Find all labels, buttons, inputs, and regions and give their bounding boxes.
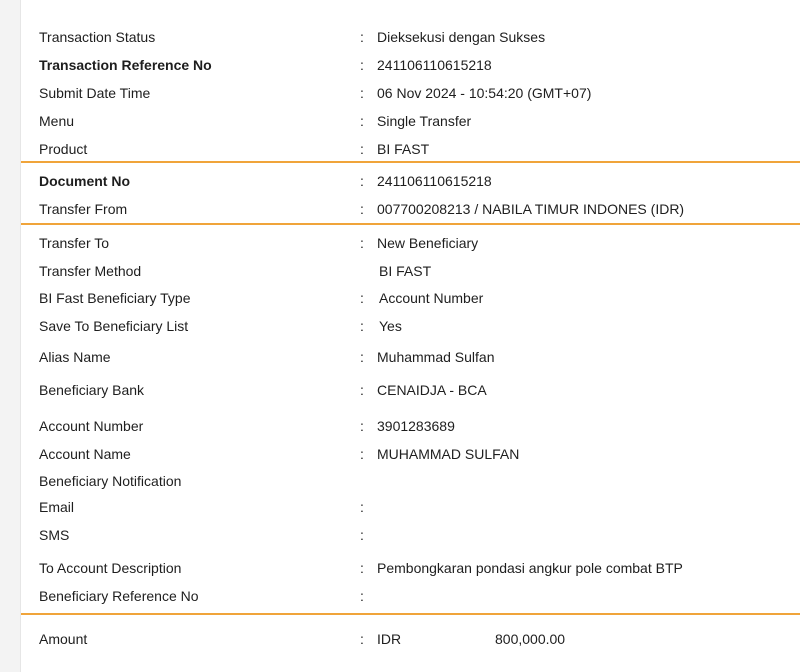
- alias-name-label: Alias Name: [39, 349, 111, 365]
- beneficiary-bank-value: CENAIDJA - BCA: [377, 382, 487, 398]
- colon-separator: :: [360, 318, 364, 334]
- account-name-label: Account Name: [39, 446, 131, 462]
- transfer-to-label: Transfer To: [39, 235, 110, 251]
- save-to-beneficiary-list-value: Yes: [379, 318, 402, 334]
- colon-separator: :: [360, 201, 364, 217]
- email-label: Email: [39, 499, 75, 515]
- colon-separator: :: [360, 499, 364, 515]
- colon-separator: :: [360, 113, 364, 129]
- beneficiary-bank-label: Beneficiary Bank: [39, 382, 145, 398]
- document-no-value: 241106110615218: [377, 173, 492, 189]
- section-divider: [21, 161, 800, 163]
- amount-value: 800,000.00: [495, 631, 566, 647]
- document-no-label: Document No: [39, 173, 130, 189]
- section-divider: [21, 613, 800, 615]
- colon-separator: :: [360, 290, 364, 306]
- submit-date-time-label: Submit Date Time: [39, 85, 151, 101]
- colon-separator: :: [360, 418, 364, 434]
- transaction-status-label: Transaction Status: [39, 29, 156, 45]
- product-label: Product: [39, 141, 88, 157]
- transfer-method-label: Transfer Method: [39, 263, 142, 279]
- submit-date-time-value: 06 Nov 2024 - 10:54:20 (GMT+07): [377, 85, 592, 101]
- transaction-reference-no-label: Transaction Reference No: [39, 57, 212, 73]
- alias-name-value: Muhammad Sulfan: [377, 349, 495, 365]
- to-account-description-value: Pembongkaran pondasi angkur pole combat BTP: [377, 560, 683, 576]
- beneficiary-reference-no-label: Beneficiary Reference No: [39, 588, 199, 604]
- product-value: BI FAST: [377, 141, 430, 157]
- colon-separator: :: [360, 527, 364, 543]
- colon-separator: :: [360, 173, 364, 189]
- save-to-beneficiary-list-label: Save To Beneficiary List: [39, 318, 189, 334]
- colon-separator: :: [360, 141, 364, 157]
- transfer-method-value: BI FAST: [379, 263, 432, 279]
- beneficiary-notification-label: Beneficiary Notification: [39, 473, 182, 489]
- menu-value: Single Transfer: [377, 113, 472, 129]
- colon-separator: :: [360, 85, 364, 101]
- account-number-label: Account Number: [39, 418, 144, 434]
- colon-separator: :: [360, 446, 364, 462]
- to-account-description-label: To Account Description: [39, 560, 182, 576]
- transaction-status-value: Dieksekusi dengan Sukses: [377, 29, 546, 45]
- colon-separator: :: [360, 235, 364, 251]
- account-name-value: MUHAMMAD SULFAN: [377, 446, 520, 462]
- transfer-from-label: Transfer From: [39, 201, 128, 217]
- colon-separator: :: [360, 349, 364, 365]
- bi-fast-beneficiary-type-label: BI Fast Beneficiary Type: [39, 290, 191, 306]
- section-divider: [21, 223, 800, 225]
- menu-label: Menu: [39, 113, 75, 129]
- colon-separator: :: [360, 382, 364, 398]
- transfer-from-value: 007700208213 / NABILA TIMUR INDONES (IDR): [377, 201, 685, 217]
- transaction-reference-no-value: 241106110615218: [377, 57, 492, 73]
- transaction-detail-panel: [20, 0, 800, 672]
- bi-fast-beneficiary-type-value: Account Number: [379, 290, 484, 306]
- amount-label: Amount: [39, 631, 88, 647]
- colon-separator: :: [360, 57, 364, 73]
- colon-separator: :: [360, 588, 364, 604]
- sms-label: SMS: [39, 527, 70, 543]
- colon-separator: :: [360, 560, 364, 576]
- transfer-to-value: New Beneficiary: [377, 235, 479, 251]
- account-number-value: 3901283689: [377, 418, 455, 434]
- amount-currency: IDR: [377, 631, 402, 647]
- colon-separator: :: [360, 631, 364, 647]
- colon-separator: :: [360, 29, 364, 45]
